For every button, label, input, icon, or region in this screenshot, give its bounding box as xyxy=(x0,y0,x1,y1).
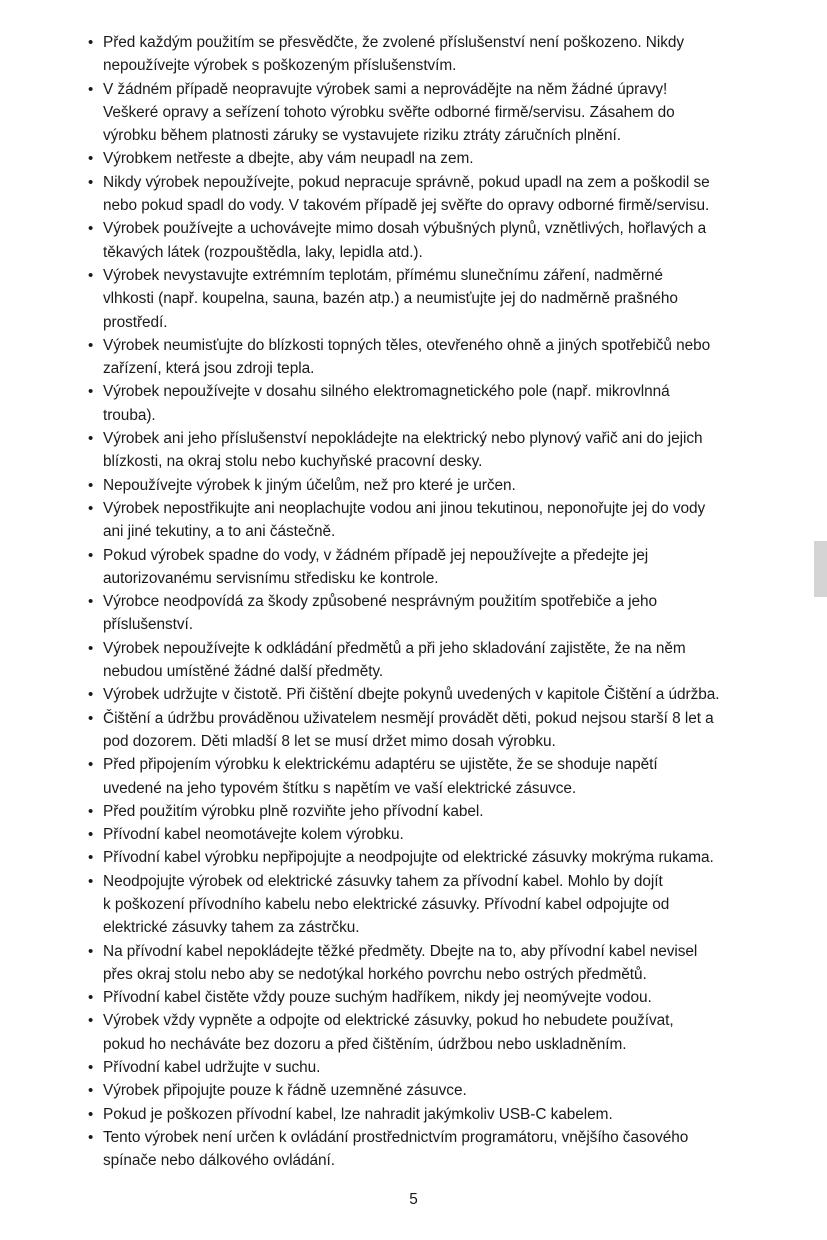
bullet-icon: • xyxy=(88,1128,94,1146)
bullet-icon: • xyxy=(88,826,94,844)
list-item xyxy=(88,497,800,544)
list-item-text-line: Výrobek připojujte pouze k řádně uzemněné zásuvce. xyxy=(103,1082,467,1100)
list-item-text-line: uvedené na jeho typovém štítku s napětím ve vaší elektrické zásuvce. xyxy=(103,779,577,797)
list-item xyxy=(88,590,800,637)
list-item-text-line: Veškeré opravy a seřízení tohoto výrobku svěřte odborné firmě/servisu. Zásahem do xyxy=(103,103,675,121)
list-item xyxy=(88,380,800,427)
list-item-text-line: V žádném případě neopravujte výrobek sami a neprovádějte na něm žádné úpravy! xyxy=(103,80,668,98)
list-item xyxy=(88,1009,800,1056)
list-item-text-line: Na přívodní kabel nepokládejte těžké předměty. Dbejte na to, aby přívodní kabel nevisel xyxy=(103,942,698,960)
list-item-text-line: Výrobce neodpovídá za škody způsobené nesprávným použitím spotřebiče a jeho xyxy=(103,593,658,611)
list-item-text-line: nepoužívejte výrobek s poškozeným příslušenstvím. xyxy=(103,57,457,75)
bullet-icon: • xyxy=(88,430,94,448)
list-item-text-line: Výrobek nepoužívejte k odkládání předmětů a při jeho skladování zajistěte, že na něm xyxy=(103,639,686,657)
list-item-text-line: Přívodní kabel neomotávejte kolem výrobku. xyxy=(103,826,404,844)
bullet-icon: • xyxy=(88,709,94,727)
list-item-text-line: Přívodní kabel udržujte v suchu. xyxy=(103,1059,321,1077)
bullet-icon: • xyxy=(88,756,94,774)
list-item-text-line: těkavých látek (rozpouštědla, laky, lepidla atd.). xyxy=(103,243,423,261)
bullet-icon: • xyxy=(88,476,94,494)
list-item-text-line: Tento výrobek není určen k ovládání prostřednictvím programátoru, vnějšího časového xyxy=(103,1128,689,1146)
bullet-icon: • xyxy=(88,546,94,564)
bullet-icon: • xyxy=(88,1012,94,1030)
list-item-text-line: prostředí. xyxy=(103,313,168,331)
list-item xyxy=(88,544,800,591)
bullet-icon: • xyxy=(88,872,94,890)
bullet-icon: • xyxy=(88,593,94,611)
list-item-text-line: vlhkosti (např. koupelna, sauna, bazén atp.) a neumisťujte jej do nadměrně prašného xyxy=(103,290,678,308)
list-item-text-line: Výrobek vždy vypněte a odpojte od elektrické zásuvky, pokud ho nebudete používat, xyxy=(103,1012,674,1030)
list-item xyxy=(88,1103,800,1126)
bullet-icon: • xyxy=(88,686,94,704)
list-item-text-line: Čištění a údržbu prováděnou uživatelem nesmějí provádět děti, pokud nejsou starší 8 let a xyxy=(103,709,714,727)
list-item xyxy=(88,707,800,754)
list-item-text-line: příslušenství. xyxy=(103,616,193,634)
bullet-icon: • xyxy=(88,989,94,1007)
list-item xyxy=(88,78,800,148)
page-number: 5 xyxy=(409,1191,418,1208)
list-item-text-line: Neodpojujte výrobek od elektrické zásuvky tahem za přívodní kabel. Mohlo by dojít xyxy=(103,872,663,890)
list-item-text-line: blízkosti, na okraj stolu nebo kuchyňské pracovní desky. xyxy=(103,453,483,471)
list-item xyxy=(88,31,800,78)
list-item xyxy=(88,986,800,1009)
list-item-text-line: Výrobek udržujte v čistotě. Při čištění dbejte pokynů uvedených v kapitole Čištění a údržba. xyxy=(103,686,720,704)
list-item xyxy=(88,683,800,706)
bullet-icon: • xyxy=(88,849,94,867)
list-item-text-line: Přívodní kabel výrobku nepřipojujte a neodpojujte od elektrické zásuvky mokrýma rukama. xyxy=(103,849,714,867)
list-item xyxy=(88,753,800,800)
list-item-text-line: pokud ho necháváte bez dozoru a před čištěním, údržbou nebo uskladněním. xyxy=(103,1035,627,1053)
list-item-text-line: Před připojením výrobku k elektrickému adaptéru se ujistěte, že se shoduje napětí xyxy=(103,756,658,774)
bullet-icon: • xyxy=(88,150,94,168)
bullet-icon: • xyxy=(88,173,94,191)
list-item-text-line: spínače nebo dálkového ovládání. xyxy=(103,1152,336,1170)
list-item xyxy=(88,334,800,381)
bullet-icon: • xyxy=(88,266,94,284)
bullet-icon: • xyxy=(88,1105,94,1123)
list-item xyxy=(88,800,800,823)
list-item-text-line: Přívodní kabel čistěte vždy pouze suchým hadříkem, nikdy jej neomývejte vodou. xyxy=(103,989,652,1007)
list-item-text-line: pod dozorem. Děti mladší 8 let se musí držet mimo dosah výrobku. xyxy=(103,732,556,750)
list-item xyxy=(88,940,800,987)
bullet-icon: • xyxy=(88,639,94,657)
list-item xyxy=(88,264,800,334)
list-item xyxy=(88,1056,800,1079)
safety-instructions-list xyxy=(88,31,800,1173)
list-item xyxy=(88,147,800,170)
list-item-text-line: Před použitím výrobku plně rozviňte jeho přívodní kabel. xyxy=(103,802,484,820)
list-item-text-line: nebudou umístěné žádné další předměty. xyxy=(103,663,384,681)
list-item-text-line: Výrobek používejte a uchovávejte mimo dosah výbušných plynů, vznětlivých, hořlavých a xyxy=(103,220,707,238)
list-item-text-line: přes okraj stolu nebo aby se nedotýkal horkého povrchu nebo ostrých předmětů. xyxy=(103,965,647,983)
list-item-text-line: nebo pokud spadl do vody. V takovém případě jej svěřte do opravy odborné firmě/servisu. xyxy=(103,197,710,215)
list-item-text-line: výrobku během platnosti záruky se vystavujete riziku ztráty záručních plnění. xyxy=(103,127,621,145)
list-item-text-line: zařízení, která jsou zdroji tepla. xyxy=(103,360,315,378)
list-item-text-line: trouba). xyxy=(103,406,156,424)
list-item-text-line: Pokud je poškozen přívodní kabel, lze nahradit jakýmkoliv USB-C kabelem. xyxy=(103,1105,613,1123)
bullet-icon: • xyxy=(88,34,94,51)
bullet-icon: • xyxy=(88,942,94,960)
list-item xyxy=(88,823,800,846)
bullet-icon: • xyxy=(88,499,94,517)
bullet-icon: • xyxy=(88,383,94,401)
list-item-text-line: elektrické zásuvky tahem za zástrčku. xyxy=(103,919,360,937)
list-item xyxy=(88,171,800,218)
list-item-text-line: Výrobek ani jeho příslušenství nepokládejte na elektrický nebo plynový vařič ani do jejich xyxy=(103,430,703,448)
list-item-text-line: Nikdy výrobek nepoužívejte, pokud nepracuje správně, pokud upadl na zem a poškodil se xyxy=(103,173,710,191)
list-item-text-line: Výrobek nevystavujte extrémním teplotám, přímému slunečnímu záření, nadměrné xyxy=(103,266,663,284)
list-item-text-line: Výrobkem netřeste a dbejte, aby vám neupadl na zem. xyxy=(103,150,474,168)
list-item-text-line: Pokud výrobek spadne do vody, v žádném případě jej nepoužívejte a předejte jej xyxy=(103,546,649,564)
list-item xyxy=(88,427,800,474)
bullet-icon: • xyxy=(88,1082,94,1100)
bullet-icon: • xyxy=(88,336,94,354)
bullet-icon: • xyxy=(88,80,94,98)
list-item xyxy=(88,474,800,497)
list-item xyxy=(88,637,800,684)
bullet-icon: • xyxy=(88,802,94,820)
side-tab-marker xyxy=(814,541,827,597)
list-item-text-line: ani jiné tekutiny, a to ani částečně. xyxy=(103,523,336,541)
list-item-text-line: Před každým použitím se přesvědčte, že zvolené příslušenství není poškozeno. Nikdy xyxy=(103,34,685,51)
list-item xyxy=(88,870,800,940)
list-item-text-line: Výrobek neumisťujte do blízkosti topných těles, otevřeného ohně a jiných spotřebičů nebo xyxy=(103,336,711,354)
bullet-icon: • xyxy=(88,1059,94,1077)
list-item-text-line: Výrobek nepostřikujte ani neoplachujte vodou ani jinou tekutinou, neponořujte jej do vody xyxy=(103,499,706,517)
list-item-text-line: Výrobek nepoužívejte v dosahu silného elektromagnetického pole (např. mikrovlnná xyxy=(103,383,670,401)
list-item xyxy=(88,1079,800,1102)
bullet-icon: • xyxy=(88,220,94,238)
list-item-text-line: Nepoužívejte výrobek k jiným účelům, než pro které je určen. xyxy=(103,476,516,494)
list-item-text-line: k poškození přívodního kabelu nebo elektrické zásuvky. Přívodní kabel odpojujte od xyxy=(103,895,670,913)
list-item xyxy=(88,846,800,869)
list-item xyxy=(88,217,800,264)
list-item xyxy=(88,1126,800,1173)
list-item-text-line: autorizovanému servisnímu středisku ke kontrole. xyxy=(103,569,439,587)
